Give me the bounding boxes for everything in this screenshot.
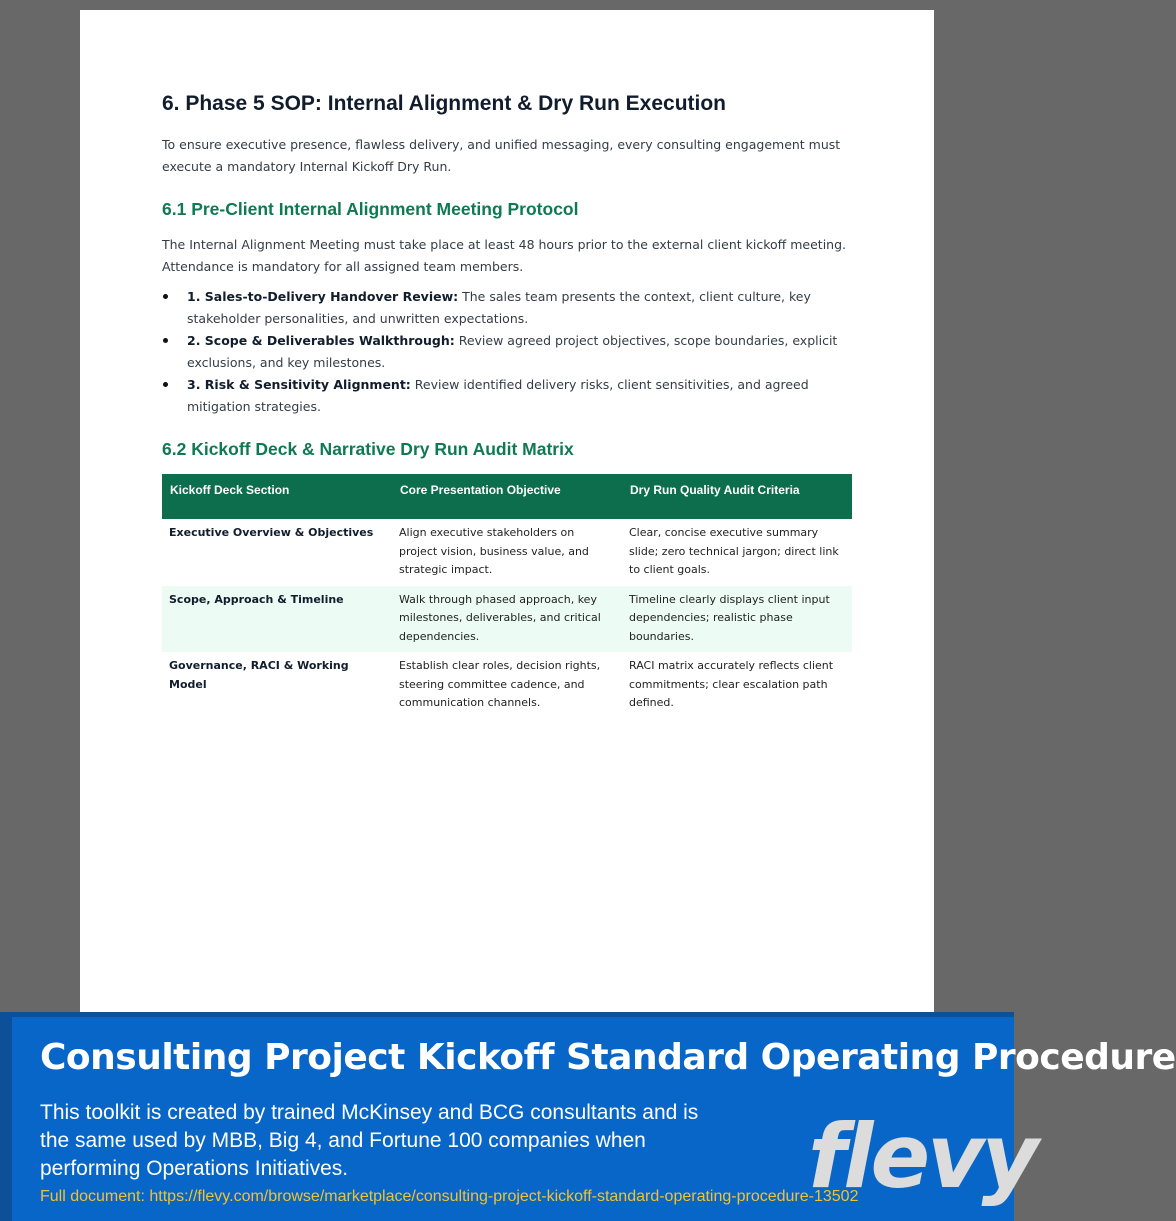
column-header: Dry Run Quality Audit Criteria xyxy=(622,474,852,519)
audit-matrix-table xyxy=(162,474,852,719)
column-header: Kickoff Deck Section xyxy=(162,474,392,519)
full-document-link[interactable]: Full document: https://flevy.com/browse/marketplace/consulting-project-kickoff-standard-operating-procedure-13502 xyxy=(40,1188,859,1205)
table-cell: Executive Overview & Objectives xyxy=(169,526,374,539)
table-row xyxy=(162,652,852,719)
document-page xyxy=(80,10,934,1012)
promo-banner-panel xyxy=(12,1017,1176,1221)
banner-description: This toolkit is created by trained McKinsey and BCG consultants and is the same used by MBB, Big 4, and Fortune 100 companies when performing Operations Initiatives. xyxy=(40,1101,699,1180)
table-cell: Walk through phased approach, key milestones, deliverables, and critical dependencies. xyxy=(392,586,622,653)
bullet-icon xyxy=(163,382,168,387)
list-item xyxy=(162,374,852,417)
list-item-text: The sales team presents the context, client culture, key stakeholder personalities, and unwritten expectations. xyxy=(187,289,811,326)
table-cell: Scope, Approach & Timeline xyxy=(162,586,392,653)
bullet-icon xyxy=(163,294,168,299)
page-heading: 6. Phase 5 SOP: Internal Alignment & Dry Run Execution xyxy=(162,92,727,115)
list-item-lead: 2. Scope & Deliverables Walkthrough: xyxy=(187,333,455,348)
table-cell: Timeline clearly displays client input dependencies; realistic phase boundaries. xyxy=(622,586,852,653)
list-item-text: Review agreed project objectives, scope boundaries, explicit exclusions, and key milestones. xyxy=(187,333,838,370)
table-header-row xyxy=(162,474,852,519)
table-cell: Align executive stakeholders on project vision, business value, and strategic impact. xyxy=(399,526,589,576)
list-item-lead: 3. Risk & Sensitivity Alignment: xyxy=(187,377,411,392)
flevy-logo: flevy xyxy=(808,1105,1036,1208)
table-row xyxy=(162,519,852,586)
list-item-lead: 1. Sales-to-Delivery Handover Review: xyxy=(187,289,459,304)
table-row xyxy=(162,586,852,653)
table-cell: Governance, RACI & Working Model xyxy=(169,659,349,691)
list-item-text: Review identified delivery risks, client sensitivities, and agreed mitigation strategies. xyxy=(187,377,809,414)
list-item xyxy=(162,286,852,329)
section-6-1-body: The Internal Alignment Meeting must take place at least 48 hours prior to the external client kickoff meeting. Attendance is mandatory for all assigned team members. xyxy=(162,237,847,274)
intro-paragraph: To ensure executive presence, flawless delivery, and unified messaging, every consulting engagement must execute a mandatory Internal Kickoff Dry Run. xyxy=(162,137,841,174)
section-6-1-title: 6.1 Pre-Client Internal Alignment Meeting Protocol xyxy=(162,199,579,219)
table-cell: Establish clear roles, decision rights, steering committee cadence, and communication channels. xyxy=(399,659,601,709)
section-6-2-title: 6.2 Kickoff Deck & Narrative Dry Run Audit Matrix xyxy=(162,439,574,459)
banner-title: Consulting Project Kickoff Standard Operating Procedure xyxy=(40,1037,1176,1078)
list-item xyxy=(162,330,852,373)
promo-banner xyxy=(0,1012,1176,1221)
table-cell: RACI matrix accurately reflects client commitments; clear escalation path defined. xyxy=(629,659,834,709)
table-cell: Clear, concise executive summary slide; zero technical jargon; direct link to client goals. xyxy=(629,526,839,576)
bullet-icon xyxy=(163,338,168,343)
column-header: Core Presentation Objective xyxy=(392,474,622,519)
alignment-bullet-list xyxy=(162,286,852,418)
